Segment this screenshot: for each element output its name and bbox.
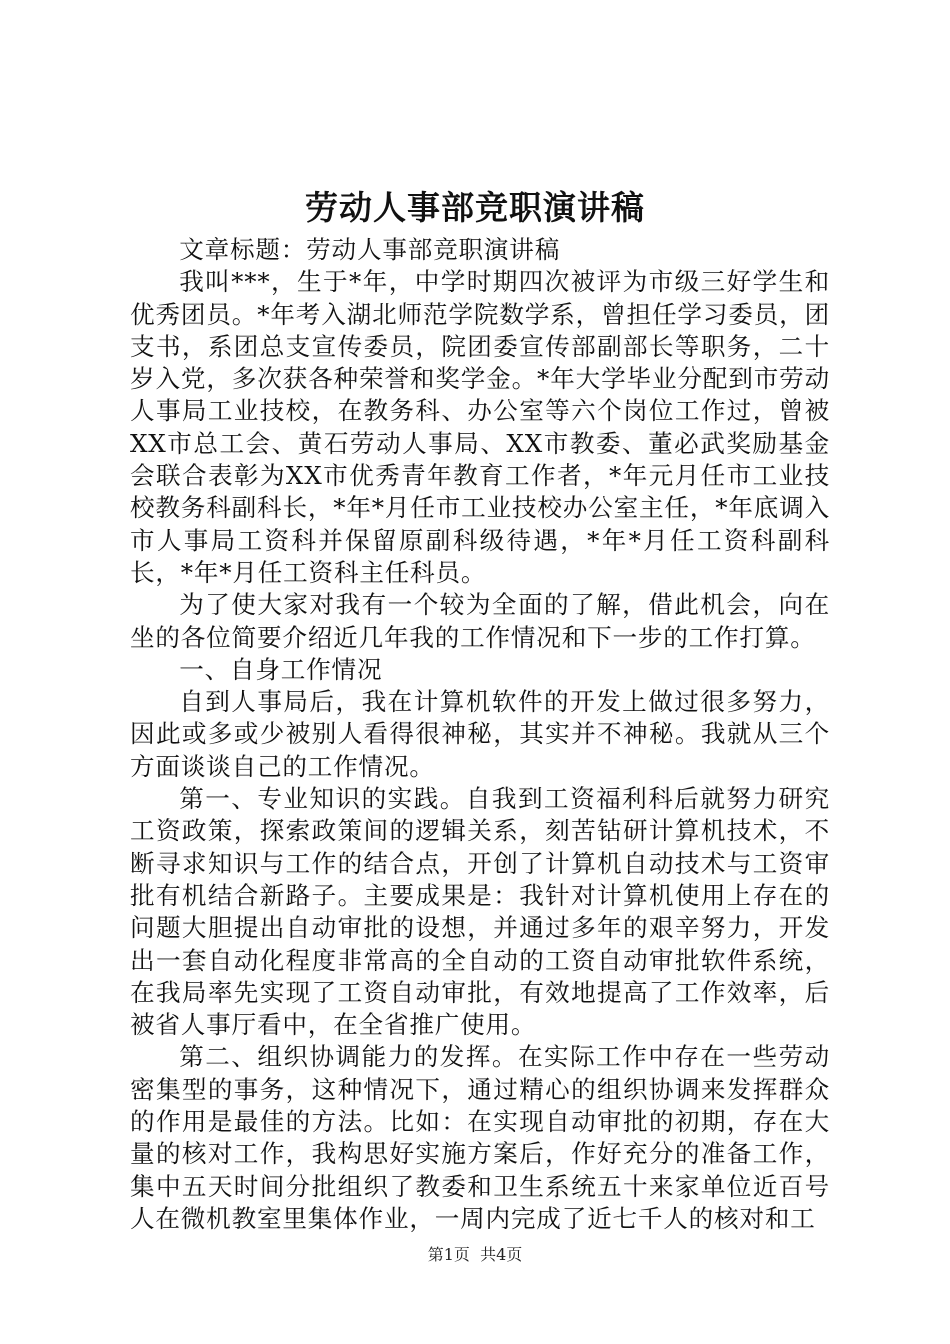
paragraph-work-overview: 自到人事局后，我在计算机软件的开发上做过很多努力，因此或多或少被别人看得很神秘，其实并不神秘。我就从三个方面谈谈自己的工作情况。 xyxy=(130,687,830,781)
page-number: 第1页 xyxy=(427,1245,470,1264)
paragraph-purpose: 为了使大家对我有一个较为全面的了解，借此机会，向在坐的各位简要介绍近几年我的工作情况和下一步的工作打算。 xyxy=(130,590,830,652)
document-title: 劳动人事部竞职演讲稿 xyxy=(305,188,645,227)
document-body xyxy=(130,234,830,1235)
article-title-line: 文章标题：劳动人事部竞职演讲稿 xyxy=(179,235,561,264)
paragraph-point-two: 第二、组织协调能力的发挥。在实际工作中存在一些劳动密集型的事务，这种情况下，通过精心的组织协调来发挥群众的作用是最佳的方法。比如：在实现自动审批的初期，存在大量的核对工作，我构思好实施方案后，作好充分的准备工作，集中五天时间分批组织了教委和卫生系统五十来家单位近百号人在微机教室里集体作业，一周内完成了近七千人的核对和工 xyxy=(130,1042,830,1233)
page-total: 共4页 xyxy=(480,1245,523,1264)
paragraph-introduction: 我叫***，生于*年，中学时期四次被评为市级三好学生和优秀团员。*年考入湖北师范学院数学系，曾担任学习委员，团支书，系团总支宣传委员，院团委宣传部副部长等职务，二十岁入党，多次获各种荣誉和奖学金。*年大学毕业分配到市劳动人事局工业技校，在教务科、办公室等六个岗位工作过，曾被XX市总工会、黄石劳动人事局、XX市教委、董必武奖励基金会联合表彰为XX市优秀青年教育工作者，*年元月任市工业技校教务科副科长，*年*月任市工业技校办公室主任，*年底调入市人事局工资科并保留原副科级待遇，*年*月任工资科副科长，*年*月任工资科主任科员。 xyxy=(130,267,830,587)
paragraph-point-one: 第一、专业知识的实践。自我到工资福利科后就努力研究工资政策，探索政策间的逻辑关系，刻苦钻研计算机技术，不断寻求知识与工作的结合点，开创了计算机自动技术与工资审批有机结合新路子。主要成果是：我针对计算机使用上存在的问题大胆提出自动审批的设想，并通过多年的艰辛努力，开发出一套自动化程度非常高的全自动的工资自动审批软件系统，在我局率先实现了工资自动审批，有效地提高了工作效率，后被省人事厅看中，在全省推广使用。 xyxy=(130,784,830,1040)
section-heading: 一、自身工作情况 xyxy=(179,654,383,684)
page-footer xyxy=(0,1243,950,1267)
